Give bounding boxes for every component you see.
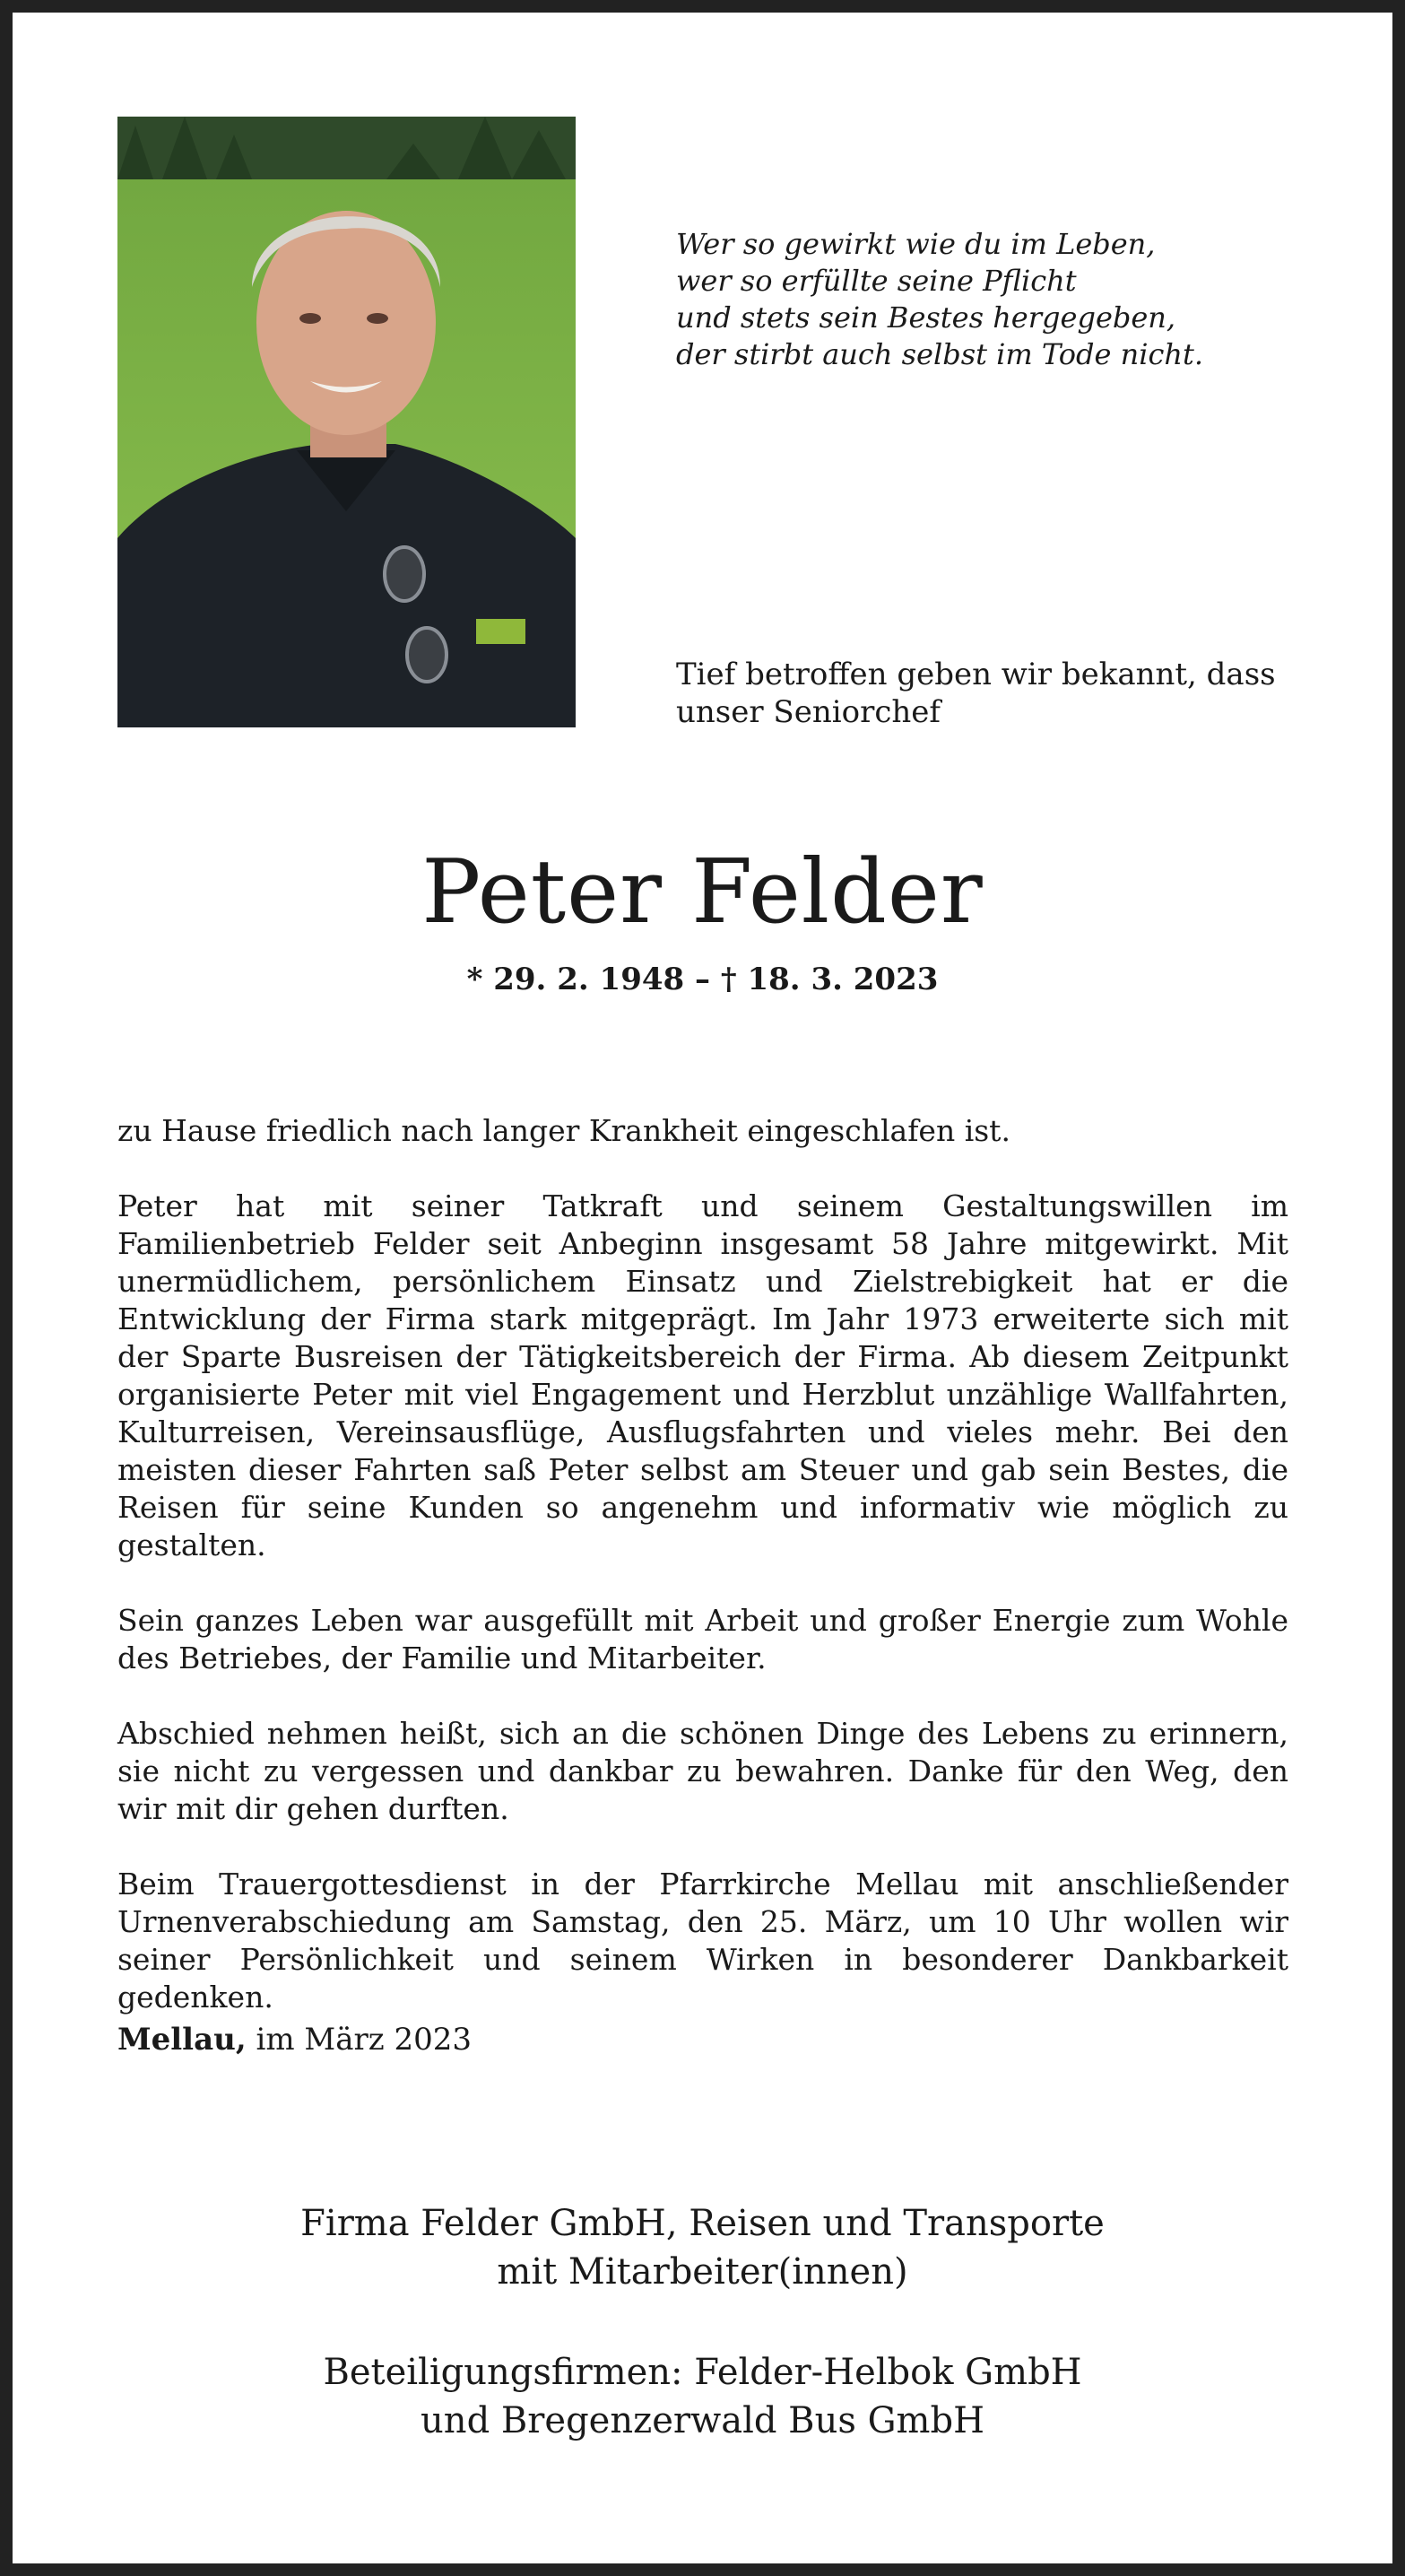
- portrait-photo: [117, 117, 576, 727]
- body-paragraph: zu Hause friedlich nach langer Krankheit eingeschlafen ist.: [117, 1113, 1010, 1148]
- body-paragraph: Beim Trauergottesdienst in der Pfarrkirche Mellau mit anschließender Urnenverabschiedung am Samstag, den 25. März, um 10 Uhr wollen wir seiner Persönlichkeit und seinem Wirken in besonderer Dankbarkeit gedenken.: [117, 1867, 1288, 2015]
- signature-spacer: [0, 2296, 1405, 2348]
- life-dates: * 29. 2. 1948 – † 18. 3. 2023: [466, 962, 939, 997]
- body-paragraph: Sein ganzes Leben war ausgefüllt mit Arbeit und großer Energie zum Wohle des Betriebes, der Familie und Mitarbeiter.: [117, 1603, 1288, 1675]
- memorial-poem: [676, 226, 1304, 373]
- poem-line: der stirbt auch selbst im Tode nicht.: [676, 337, 1204, 371]
- poem-line: und stets sein Bestes hergegeben,: [676, 300, 1176, 335]
- body-paragraph: Abschied nehmen heißt, sich an die schönen Dinge des Lebens zu erinnern, sie nicht zu vergessen und dankbar zu bewahren. Danke für den Weg, den wir mit dir gehen durften.: [117, 1716, 1288, 1826]
- signature-line: mit Mitarbeiter(innen): [497, 2251, 908, 2293]
- body-paragraph: Peter hat mit seiner Tatkraft und seinem Gestaltungswillen im Familienbetrieb Felder seit Anbeginn insgesamt 58 Jahre mitgewirkt. Mit unermüdlichem, persönlichem Einsatz und Zielstrebigkeit hat er die Entwicklung der Firma stark mitgeprägt. Im Jahr 1973 erweiterte sich mit der Sparte Busreisen der Tätigkeitsbereich der Firma. Ab diesem Zeitpunkt organisierte Peter mit viel Engagement und Herzblut unzählige Wallfahrten, Kulturreisen, Vereinsausflüge, Ausflugsfahrten und vieles mehr. Bei den meisten dieser Fahrten saß Peter selbst am Steuer und gab sein Bestes, die Reisen für seine Kunden so angenehm und informativ wie möglich zu gestalten.: [117, 1188, 1288, 1562]
- deceased-name: Peter Felder: [421, 841, 984, 944]
- intro-text: Tief betroffen geben wir bekannt, dass unser Seniorchef: [676, 657, 1276, 730]
- place-and-date: [117, 2021, 472, 2058]
- signature-line: Firma Felder GmbH, Reisen und Transporte: [300, 2203, 1105, 2244]
- obituary-body: [117, 1112, 1288, 2054]
- place-date: im März 2023: [256, 2022, 473, 2058]
- signature-block: [0, 2199, 1405, 2445]
- signature-line: und Bregenzerwald Bus GmbH: [421, 2400, 984, 2441]
- poem-line: wer so erfüllte seine Pflicht: [676, 264, 1077, 298]
- signature-line: Beteiligungsfirmen: Felder-Helbok GmbH: [323, 2352, 1082, 2393]
- place-city: Mellau,: [117, 2022, 247, 2058]
- poem-line: Wer so gewirkt wie du im Leben,: [676, 227, 1156, 261]
